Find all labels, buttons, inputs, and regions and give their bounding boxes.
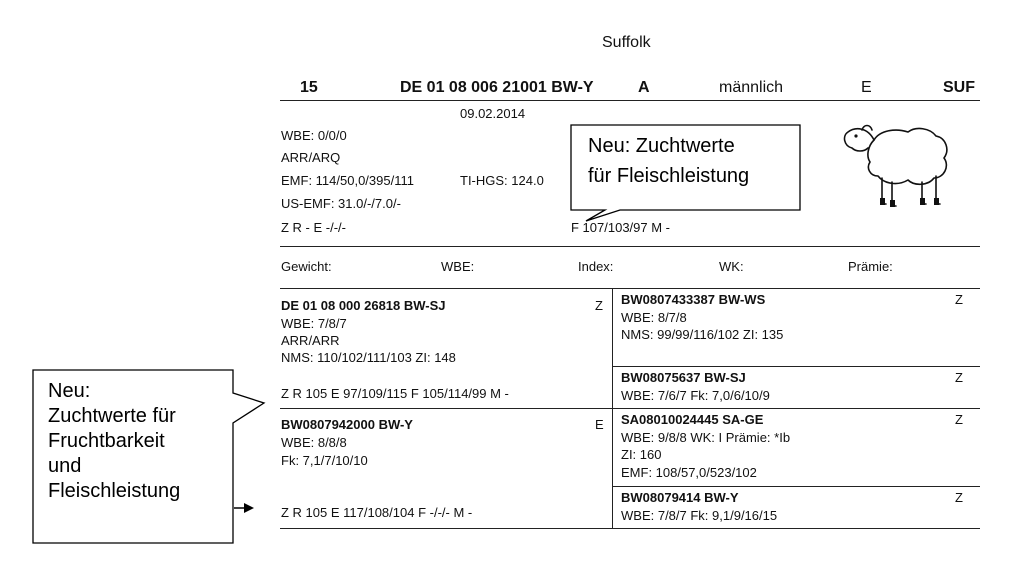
animal-number: 15: [300, 79, 318, 96]
sire-grade: Z: [595, 298, 603, 313]
animal-grade: E: [861, 79, 872, 96]
label-gewicht: Gewicht:: [281, 259, 332, 274]
breed-title: Suffolk: [602, 34, 651, 51]
callout-left-line1: Neu:: [48, 380, 91, 402]
animal-wbe: WBE: 0/0/0: [281, 128, 347, 143]
callout-left-line4: und: [48, 455, 82, 477]
divider: [280, 528, 980, 529]
label-index: Index:: [578, 259, 614, 274]
divider: [280, 288, 980, 289]
sire-nms: NMS: 110/102/111/103 ZI: 148: [281, 350, 456, 365]
dam-dam-grade: Z: [955, 490, 963, 505]
dam-wbe: WBE: 8/8/8: [281, 435, 347, 450]
sire-genotype: ARR/ARR: [281, 333, 340, 348]
sire-sire-grade: Z: [955, 292, 963, 307]
animal-sex: männlich: [719, 79, 784, 96]
callout-left-line5: Fleischleistung: [48, 480, 181, 502]
dam-dam-line: WBE: 7/8/7 Fk: 9,1/9/16/15: [621, 508, 778, 523]
dam-id: BW0807942000 BW-Y: [281, 417, 413, 432]
divider: [612, 366, 980, 367]
sire-wbe: WBE: 7/8/7: [281, 316, 347, 331]
label-praemie: Prämie:: [848, 259, 893, 274]
dam-grade: E: [595, 417, 604, 432]
callout-left-line3: Fruchtbarkeit: [48, 430, 165, 452]
dam-sire-line1: WBE: 9/8/8 WK: I Prämie: *Ib: [621, 430, 791, 445]
animal-genotype: ARR/ARQ: [281, 150, 341, 165]
label-wbe: WBE:: [441, 259, 475, 274]
sheep-icon: [838, 118, 956, 212]
breed-code: SUF: [943, 79, 975, 96]
sire-sire-wbe: WBE: 8/7/8: [621, 310, 687, 325]
sire-id: DE 01 08 000 26818 BW-SJ: [281, 298, 446, 313]
animal-id: DE 01 08 006 21001 BW-Y: [400, 79, 594, 96]
divider: [280, 100, 980, 101]
divider: [280, 408, 980, 409]
callout-top-line2: für Fleischleistung: [588, 165, 750, 187]
sire-dam-grade: Z: [955, 370, 963, 385]
sire-dam-id: BW08075637 BW-SJ: [621, 370, 746, 385]
label-wk: WK:: [719, 259, 744, 274]
sire-sire-nms: NMS: 99/99/116/102 ZI: 135: [621, 327, 784, 342]
divider: [612, 486, 980, 487]
sire-sire-id: BW0807433387 BW-WS: [621, 292, 766, 307]
callout-left-line2: Zuchtwerte für: [48, 405, 176, 427]
animal-class: A: [638, 79, 650, 96]
dam-dam-id: BW08079414 BW-Y: [621, 490, 739, 505]
dam-sire-line2: ZI: 160: [621, 447, 662, 462]
sire-dam-line: WBE: 7/6/7 Fk: 7,0/6/10/9: [621, 388, 770, 403]
dam-sire-line3: EMF: 108/57,0/523/102: [621, 465, 757, 480]
arrow-right-icon: [232, 500, 272, 520]
callout-top-line1: Neu: Zuchtwerte: [588, 135, 735, 157]
dam-zr: Z R 105 E 117/108/104 F -/-/- M -: [281, 505, 473, 520]
dam-fk: Fk: 7,1/7/10/10: [281, 453, 368, 468]
animal-zr-line: Z R - E -/-/-: [281, 220, 346, 235]
animal-ti-hgs: TI-HGS: 124.0: [460, 173, 544, 188]
dam-sire-grade: Z: [955, 412, 963, 427]
divider: [280, 246, 980, 247]
animal-emf: EMF: 114/50,0/395/111: [281, 173, 414, 188]
sire-zr: Z R 105 E 97/109/115 F 105/114/99 M -: [281, 386, 509, 401]
birth-date: 09.02.2014: [460, 106, 526, 121]
animal-f-line: F 107/103/97 M -: [571, 220, 670, 235]
dam-sire-id: SA08010024445 SA-GE: [621, 412, 764, 427]
animal-us-emf: US-EMF: 31.0/-/7.0/-: [281, 196, 401, 211]
